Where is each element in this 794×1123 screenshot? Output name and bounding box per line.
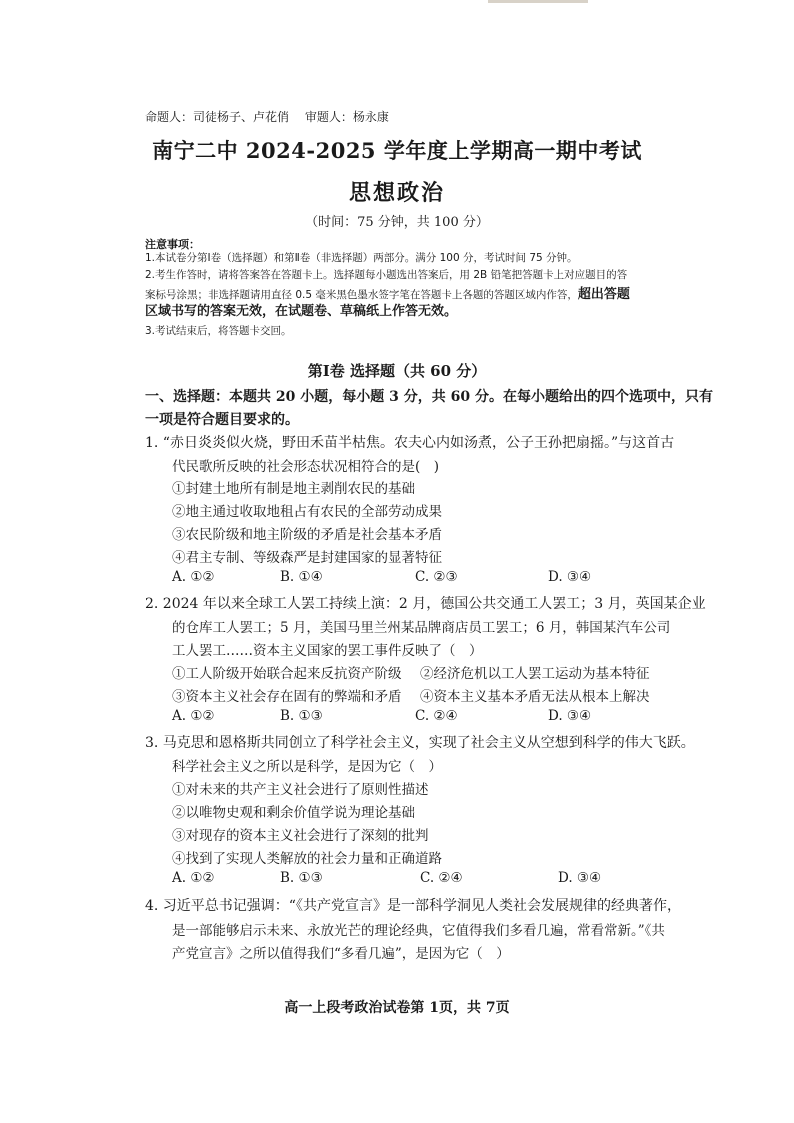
q1-answer-b: B. ①④ — [280, 569, 323, 585]
q3-stem-line-2: 科学社会主义之所以是科学，是因为它（ ） — [172, 759, 442, 775]
q2-option-3: ③资本主义社会存在固有的弊端和矛盾 — [172, 689, 402, 705]
section-title: 第Ⅰ卷 选择题（共 60 分） — [307, 362, 487, 380]
exam-title: 南宁二中 2024-2025 学年度上学期高一期中考试 — [152, 138, 642, 163]
note-1: 1.本试卷分第Ⅰ卷（选择题）和第Ⅱ卷（非选择题）两部分。满分 100 分，考试时间 75 分钟。 — [145, 252, 578, 264]
q1-answer-d: D. ③④ — [548, 569, 592, 585]
instructions-line-2: 一项是符合题目要求的。 — [145, 412, 299, 428]
q3-option-4: ④找到了实现人类解放的社会力量和正确道路 — [172, 851, 442, 867]
q3-option-2: ②以唯物史观和剩余价值学说为理论基础 — [172, 805, 415, 821]
note-2-line-3: 区域书写的答案无效，在试题卷、草稿纸上作答无效。 — [145, 304, 458, 319]
q3-answer-b: B. ①③ — [280, 870, 323, 886]
q4-stem-line-1: 4. 习近平总书记强调：“《共产党宣言》是一部科学洞见人类社会发展规律的经典著作， — [145, 898, 681, 914]
authors-line: 命题人：司徒杨子、卢花俏 审题人：杨永康 — [145, 110, 389, 124]
q1-option-2: ②地主通过收取地租占有农民的全部劳动成果 — [172, 504, 442, 520]
q1-answer-c: C. ②③ — [415, 569, 458, 585]
page-footer: 高一上段考政治试卷第 1页，共 7页 — [284, 1000, 510, 1016]
q3-answer-c: C. ②④ — [420, 870, 463, 886]
notes-heading: 注意事项： — [145, 238, 200, 251]
note-2-bold: 超出答题 — [577, 287, 630, 302]
q2-answer-b: B. ①③ — [280, 708, 323, 724]
q2-option-1: ①工人阶级开始联合起来反抗资产阶级 — [172, 666, 402, 682]
q2-answer-c: C. ②④ — [415, 708, 458, 724]
q2-stem-line-2: 的仓库工人罢工；5 月，美国马里兰州某品牌商店员工罢工；6 月，韩国某汽车公司 — [172, 620, 671, 636]
q3-stem-line-1: 3. 马克思和恩格斯共同创立了科学社会主义，实现了社会主义从空想到科学的伟大飞跃。 — [145, 735, 695, 751]
scan-artifact — [488, 0, 588, 3]
q4-stem-line-3: 产党宣言》之所以值得我们“多看几遍”，是因为它（ ） — [172, 946, 510, 962]
q2-option-2: ②经济危机以工人罢工运动为基本特征 — [420, 666, 650, 682]
q1-option-3: ③农民阶级和地主阶级的矛盾是社会基本矛盾 — [172, 527, 442, 543]
time-info: （时间：75 分钟，共 100 分） — [305, 215, 489, 230]
note-3: 3.考试结束后，将答题卡交回。 — [145, 325, 292, 337]
note-2-line-1: 2.考生作答时，请将答案答在答题卡上。选择题每小题选出答案后，用 2B 铅笔把答题卡上对应题目的答 — [145, 269, 628, 281]
q2-option-4: ④资本主义基本矛盾无法从根本上解决 — [420, 689, 650, 705]
q3-answer-a: A. ①② — [172, 870, 215, 886]
q1-option-4: ④君主专制、等级森严是封建国家的显著特征 — [172, 550, 442, 566]
q3-answer-d: D. ③④ — [558, 870, 602, 886]
q3-option-3: ③对现存的资本主义社会进行了深刻的批判 — [172, 828, 429, 844]
q1-stem-line-2: 代民歌所反映的社会形态状况相符合的是( ) — [172, 459, 440, 475]
q2-answer-d: D. ③④ — [548, 708, 592, 724]
q2-stem-line-3: 工人罢工……资本主义国家的罢工事件反映了（ ） — [172, 643, 483, 659]
note-2-text: 案标号涂黑；非选择题请用直径 0.5 毫米黑色墨水签字笔在答题卡上各题的答题区域内作答， — [145, 289, 578, 301]
q1-option-1: ①封建土地所有制是地主剥削农民的基础 — [172, 481, 415, 497]
q1-stem-line-1: 1. “赤日炎炎似火烧，野田禾苗半枯焦。农夫心内如汤煮，公子王孙把扇摇。”与这首古 — [145, 435, 675, 451]
subject-title: 思想政治 — [348, 180, 445, 206]
q4-stem-line-2: 是一部能够启示未来、永放光芒的理论经典，它值得我们多看几遍，常看常新。”《共 — [172, 923, 665, 939]
instructions-line-1: 一、选择题：本题共 20 小题，每小题 3 分，共 60 分。在每小题给出的四个选项中，只有 — [145, 389, 713, 405]
q2-stem-line-1: 2. 2024 年以来全球工人罢工持续上演：2 月，德国公共交通工人罢工；3 月，英国某企业 — [145, 596, 706, 612]
q2-answer-a: A. ①② — [172, 708, 215, 724]
q1-answer-a: A. ①② — [172, 569, 215, 585]
q3-option-1: ①对未来的共产主义社会进行了原则性描述 — [172, 782, 429, 798]
